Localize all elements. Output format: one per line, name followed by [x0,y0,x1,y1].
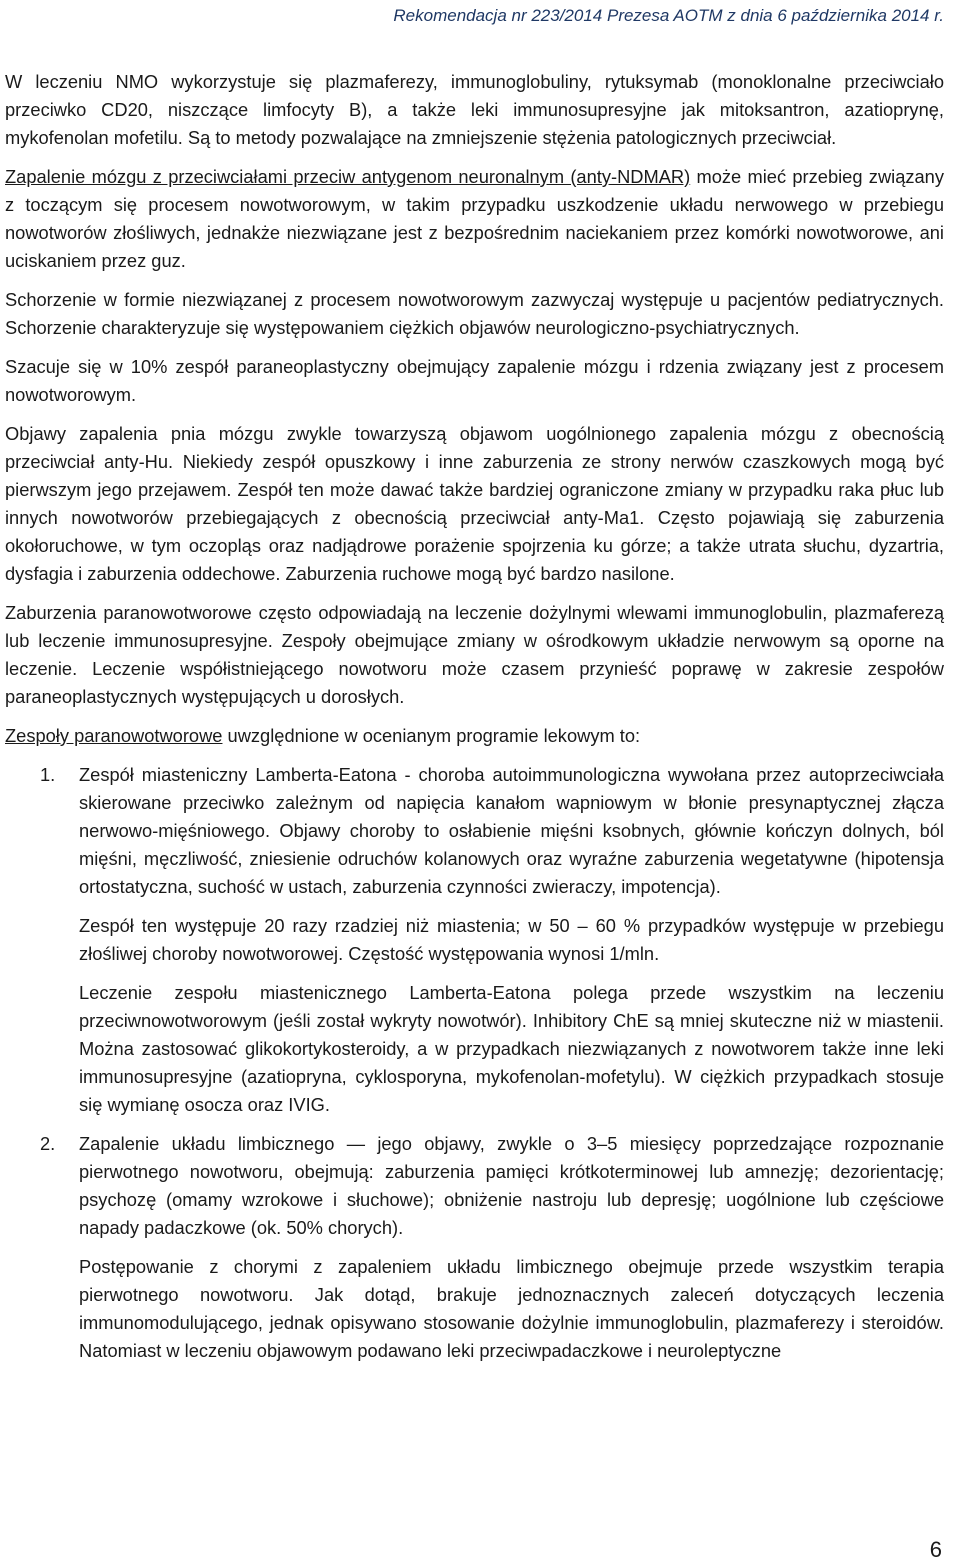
list-subparagraph: Leczenie zespołu miastenicznego Lamberta-Eatona polega przede wszystkim na leczeniu przeciwnowotworowym (jeśli został wykryty nowotwór). Inhibitory ChE są mniej skuteczne niż w miastenii. Można zastosować glikokortykosteroidy, a w przypadkach niezwiązanych z nowotworem także inne leki immunosupresyjne (azatiopryna, cyklosporyna, mykofenolan-mofetylu). W ciężkich przypadkach stosuje się wymianę osocza oraz IVIG. [79,982,944,1115]
list-item-text: Zapalenie układu limbicznego — jego objawy, zwykle o 3–5 miesięcy poprzedzające rozpoznanie pierwotnego nowotworu, obejmują: zaburzenia pamięci krótkoterminowej lub amnezję; dezorientację; psychozę (omamy wzrokowe i słuchowe); obniżenie nastroju lub depresję; uogólnione lub częściowe napady padaczkowe (ok. 50% chorych). [79,1133,944,1238]
list-item [5,1130,944,1242]
underlined-term: Zespoły paranowotworowe [5,725,223,746]
list-number: 2. [40,1133,56,1154]
paragraph-treatment-response: Zaburzenia paranowotworowe często odpowiadają na leczenie dożylnymi wlewami immunoglobulin, plazmaferezą lub leczenie immunosupresyjne. Zespoły obejmujące zmiany w ośrodkowym układzie nerwowym są oporne na leczenie. Leczenie współistniejącego nowotworu może czasem przynieść poprawę w zakresie zespołów paraneoplastycznych występujących u dorosłych. [5,602,944,707]
paragraph-estimate: Szacuje się w 10% zespół paraneoplastyczny obejmujący zapalenie mózgu i rdzenia związany jest z procesem nowotworowym. [5,356,944,405]
paragraph-brainstem: Objawy zapalenia pnia mózgu zwykle towarzyszą objawom uogólnionego zapalenia mózgu z obecnością przeciwciał anty-Hu. Niekiedy zespół opuszkowy i inne zaburzenia ze strony nerwów czaszkowych mogą być pierwszym jego przejawem. Zespół ten może dawać także bardziej ograniczone zmiany w przypadku raka płuc lub innych nowotworów przebiegających z obecnością przeciwciał anty-Ma1. Często pojawiają się zaburzenia okołoruchowe, w tym oczopląs oraz nadjądrowe porażenie spojrzenia ku górze; a także utrata słuchu, dyzartria, dysfagia i zaburzenia oddechowe. Zaburzenia ruchowe mogą być bardzo nasilone. [5,423,944,584]
list-number: 1. [40,764,56,785]
underlined-term: Zapalenie mózgu z przeciwciałami przeciw antygenom neuronalnym (anty-NDMAR) [5,166,691,187]
paragraph-ndmar [5,163,944,275]
paragraph-nmo-treatment: W leczeniu NMO wykorzystuje się plazmaferezy, immunoglobuliny, rytuksymab (monoklonalne przeciwciało przeciwko CD20, niszczące limfocyty B), a także leki immunosupresyjne jak mitoksantron, azatioprynę, mykofenolan mofetilu. Są to metody pozwalające na zmniejszenie stężenia patologicznych przeciwciał. [5,71,944,148]
list-subparagraph: Postępowanie z chorymi z zapaleniem układu limbicznego obejmuje przede wszystkim terapia pierwotnego nowotworu. Jak dotąd, brakuje jednoznacznych zaleceń dotyczących leczenia immunomodulującego, jednak opisywano stosowanie dożylnie immunoglobulin, plazmaferezy i steroidów. Natomiast w leczeniu objawowym podawano leki przeciwpadaczkowe i neuroleptyczne [79,1256,944,1361]
paragraph-pediatric: Schorzenie w formie niezwiązanej z procesem nowotworowym zazwyczaj występuje u pacjentów pediatrycznych. Schorzenie charakteryzuje się występowaniem ciężkich objawów neurologiczno-psychiatrycznych. [5,289,944,338]
list-item [5,761,944,901]
paragraph-text: uwzględnione w ocenianym programie lekowym to: [222,725,641,746]
page-number: 6 [929,1537,942,1562]
paragraph-text: może mieć przebieg związany z toczącym się procesem nowotworowym, w takim przypadku uszkodzenie układu nerwowego w przebiegu nowotworów złośliwych, jednakże niezwiązane jest z bezpośrednim naciekaniem przez komórki nowotworowe, ani uciskaniem przez guz. [5,166,944,271]
paragraph-list-intro [5,722,944,750]
list-subparagraph: Zespół ten występuje 20 razy rzadziej niż miastenia; w 50 – 60 % przypadków występuje w przebiegu złośliwej choroby nowotworowej. Częstość występowania wynosi 1/mln. [79,915,944,964]
document-body [5,68,944,1365]
list-item-text: Zespół miasteniczny Lamberta-Eatona - choroba autoimmunologiczna wywołana przez autoprzeciwciała skierowane przeciwko zależnym od napięcia kanałom wapniowym w błonie presynaptycznej złącza nerwowo-mięśniowego. Objawy choroby to osłabienie mięśni ksobnych, głównie kończyn dolnych, ból mięśni, męczliwość, zniesienie odruchów kolanowych oraz wyraźne zaburzenia wegetatywne (hipotensja ortostatyczna, suchość w ustach, zaburzenia czynności zwieraczy, impotencja). [79,764,944,897]
document-header: Rekomendacja nr 223/2014 Prezesa AOTM z dnia 6 października 2014 r. [393,6,944,25]
